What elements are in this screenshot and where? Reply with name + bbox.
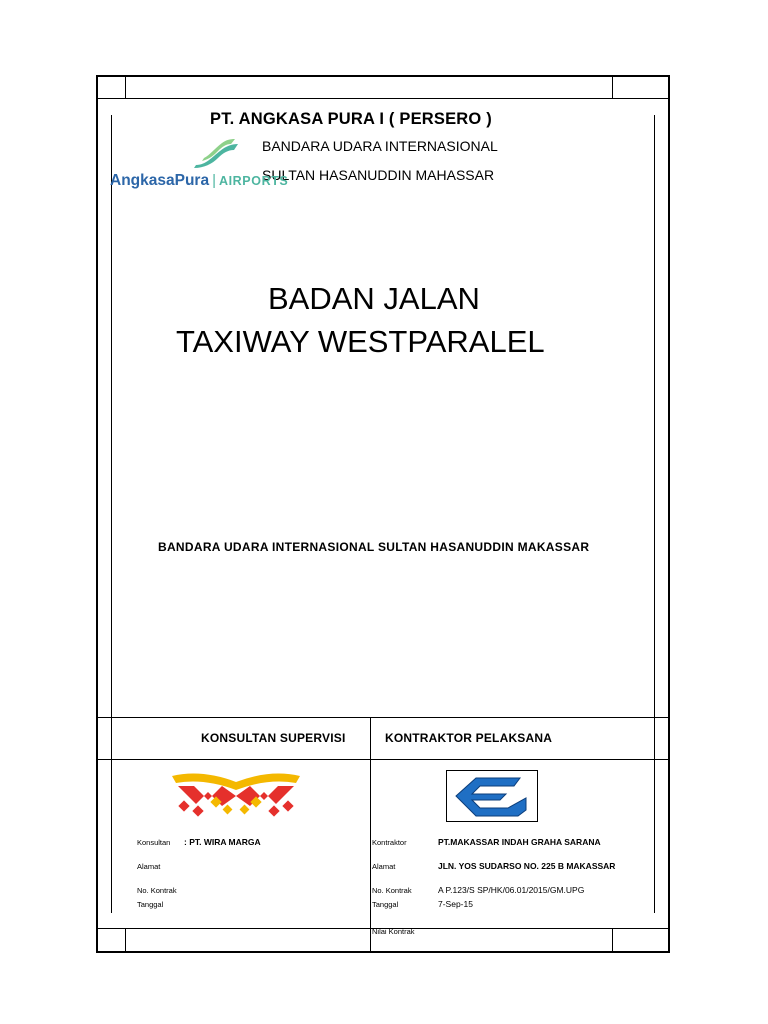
kontraktor-tanggal-label: Tanggal (372, 900, 399, 909)
title-line-1: BADAN JALAN (268, 281, 480, 316)
kontraktor-alamat-label: Alamat (372, 862, 396, 871)
brand-name: AngkasaPura (110, 172, 210, 189)
konsultan-label: Konsultan (137, 838, 171, 847)
brand-suffix: AIRPORTS (218, 174, 289, 188)
kontraktor-header: KONTRAKTOR PELAKSANA (385, 731, 553, 745)
kontraktor-alamat-value: JLN. YOS SUDARSO NO. 225 B MAKASSAR (438, 861, 616, 871)
org-line-1: BANDARA UDARA INTERNASIONAL (262, 138, 498, 154)
org-line-2: SULTAN HASANUDDIN MAHASSAR (262, 167, 495, 183)
org-title: PT. ANGKASA PURA I ( PERSERO ) (210, 110, 492, 128)
kontraktor-kontrak-value: A P.123/S SP/HK/06.01/2015/GM.UPG (438, 885, 585, 895)
wira-marga-logo-icon (168, 772, 304, 818)
konsultan-kontrak-label: No. Kontrak (137, 886, 177, 895)
kontraktor-value: PT.MAKASSAR INDAH GRAHA SARANA (438, 837, 601, 847)
kontraktor-tanggal-value: 7-Sep-15 (438, 899, 473, 909)
angkasa-pura-wordmark (110, 172, 288, 190)
konsultan-value: : PT. WIRA MARGA (184, 837, 261, 847)
kontraktor-kontrak-label: No. Kontrak (372, 886, 412, 895)
kontraktor-label: Kontraktor (372, 838, 407, 847)
konsultan-tanggal-label: Tanggal (137, 900, 164, 909)
kontraktor-logo-icon (446, 770, 538, 822)
konsultan-header: KONSULTAN SUPERVISI (201, 731, 346, 745)
konsultan-alamat-label: Alamat (137, 862, 161, 871)
angkasa-pura-logo-icon (190, 138, 242, 170)
nilai-kontrak-label: Nilai Kontrak (372, 927, 415, 936)
brand-separator: | (212, 172, 216, 189)
title-line-2: TAXIWAY WESTPARALEL (176, 324, 545, 359)
subtitle: BANDARA UDARA INTERNASIONAL SULTAN HASANUDDIN MAKASSAR (158, 540, 590, 554)
